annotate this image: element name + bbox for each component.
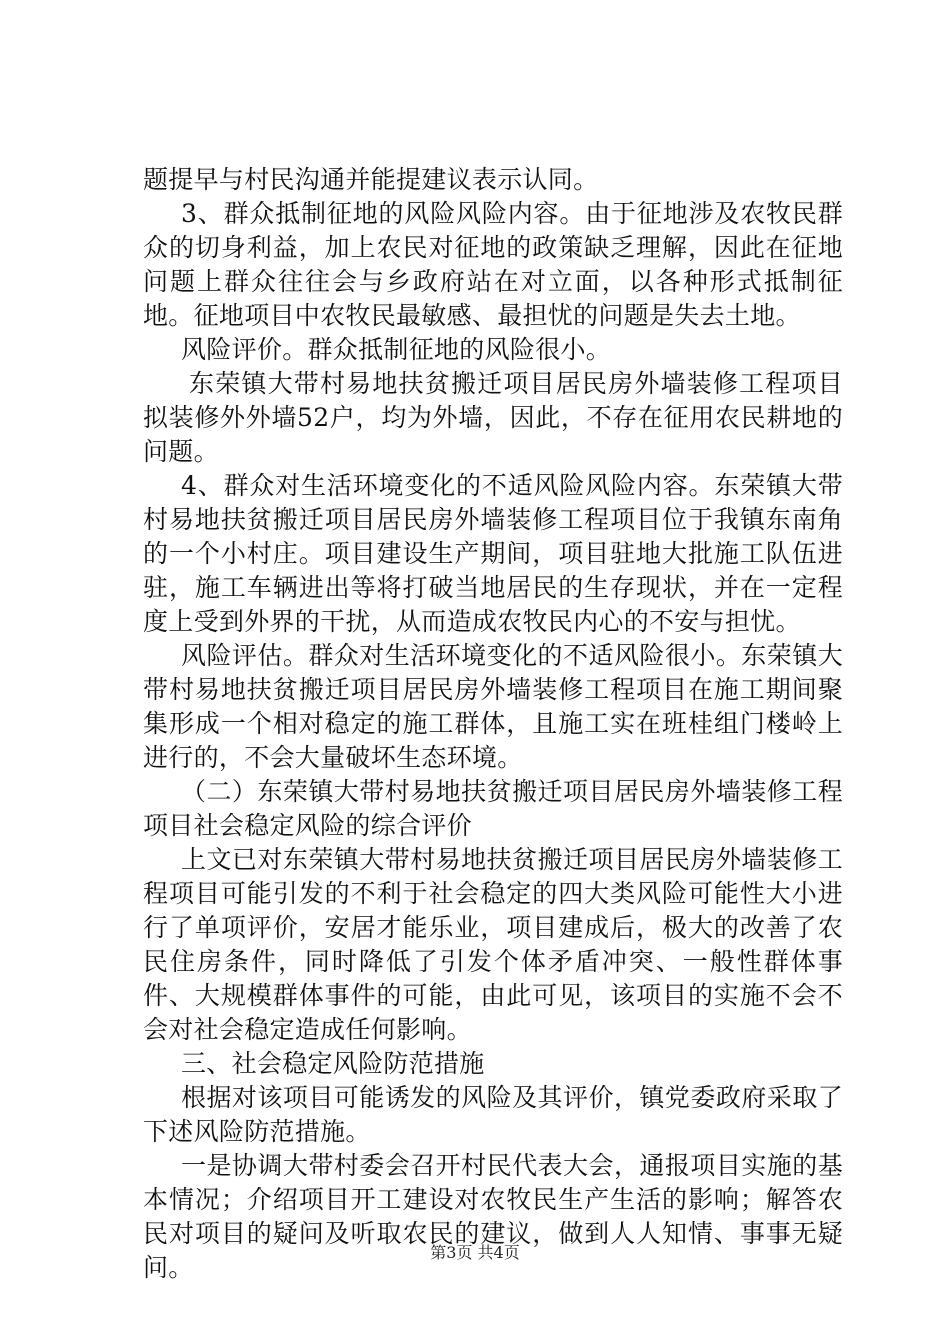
paragraph-10: 根据对该项目可能诱发的风险及其评价，镇党委政府采取了下述风险防范措施。 — [143, 1083, 843, 1146]
section-heading: 三、社会稳定风险防范措施 — [181, 1049, 485, 1078]
paragraph-7: （二）东荣镇大带村易地扶贫搬迁项目居民房外墙装修工程项目社会稳定风险的综合评价 — [143, 777, 843, 840]
paragraph-5: 4、群众对生活环境变化的不适风险风险内容。东荣镇大带村易地扶贫搬迁项目居民房外墙装修工程项目位于我镇东南角的一个小村庄。项目建设生产期间，项目驻地大批施工队伍进驻，施工车辆进出等将打破当地居民的生存现状，并在一定程度上受到外界的干扰，从而造成农牧民内心的不安与担忧。 — [143, 471, 843, 636]
paragraph-3: 风险评价。群众抵制征地的风险很小。 — [181, 335, 612, 364]
paragraph-6: 风险评估。群众对生活环境变化的不适风险很小。东荣镇大带村易地扶贫搬迁项目居民房外墙装修工程项目在施工期间聚集形成一个相对稳定的施工群体，且施工实在班桂组门楼岭上进行的，不会大量破坏生态环境。 — [143, 641, 843, 772]
document-body — [143, 163, 843, 1285]
paragraph-8: 上文已对东荣镇大带村易地扶贫搬迁项目居民房外墙装修工程项目可能引发的不利于社会稳定的四大类风险可能性大小进行了单项评价，安居才能乐业，项目建成后，极大的改善了农民住房条件，同时降低了引发个体矛盾冲突、一般性群体事件、大规模群体事件的可能，由此可见，该项目的实施不会不会对社会稳定造成任何影响。 — [143, 845, 843, 1044]
paragraph-1: 题提早与村民沟通并能提建议表示认同。 — [143, 165, 599, 194]
page-number-footer: 第3页 共4页 — [430, 1243, 520, 1262]
paragraph-2: 3、群众抵制征地的风险风险内容。由于征地涉及农牧民群众的切身利益，加上农民对征地的政策缺乏理解，因此在征地问题上群众往往会与乡政府站在对立面，以各种形式抵制征地。征地项目中农牧民最敏感、最担忧的问题是失去土地。 — [143, 199, 843, 330]
paragraph-4: 东荣镇大带村易地扶贫搬迁项目居民房外墙装修工程项目拟装修外外墙52户，均为外墙，因此，不存在征用农民耕地的问题。 — [143, 369, 843, 466]
paragraph-11: 一是协调大带村委会召开村民代表大会，通报项目实施的基本情况；介绍项目开工建设对农牧民生产生活的影响；解答农民对项目的疑问及听取农民的建议，做到人人知情、事事无疑问。 — [143, 1151, 843, 1282]
